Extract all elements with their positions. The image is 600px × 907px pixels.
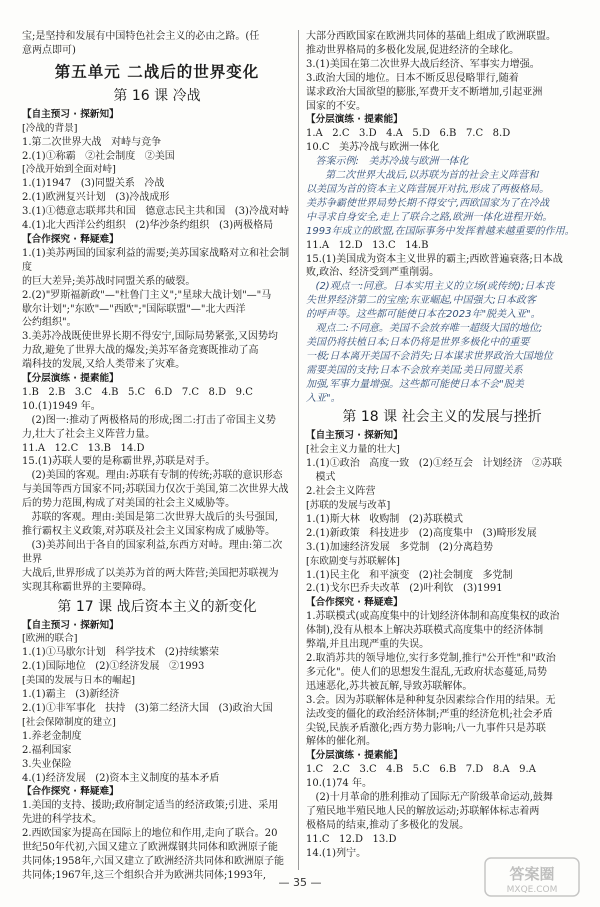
text-line: 模式: [306, 472, 336, 484]
subsection-label: [冷战开始到全面对峙]: [22, 164, 116, 176]
text-line: 4.(1)经济发展 (2)资本主义制度的基本矛盾: [22, 772, 220, 784]
text-line: 一极;日本离开美国不会消失;日本谋求世界政治大国地位: [306, 350, 553, 362]
text-line: 需要美国的支持;日本不会放弃美国;美日同盟关系: [306, 364, 523, 376]
text-line: 14.(1)列宁。: [306, 847, 367, 859]
text-line: 与美国等西方国家不同;苏联国力仅次于美国,第二次世界大战: [22, 484, 289, 496]
lesson-title: 第 18 课 社会主义的发展与挫折: [342, 409, 542, 426]
text-line: 第二次世界大战后,以苏联为首的社会主义阵营和: [306, 170, 539, 182]
text-line: 1.第二次世界大战 对峙与竞争: [22, 136, 162, 148]
page-number: — 35 —: [278, 876, 322, 889]
text-line: 15.(1)美国成为资本主义世界的霸主;西欧普遍衰落;日本战: [306, 253, 563, 265]
text-line: 极格局的结束,推动了多极化的发展。: [306, 819, 470, 831]
text-line: 3.政治大国的地位。日本不断反思侵略罪行,随着: [306, 72, 519, 84]
text-line: 推动世界格局的多极化发展,促进经济的全球化。: [306, 44, 520, 56]
text-line: 1.(1)1947 (3)同盟关系 冷战: [22, 178, 165, 190]
lesson-title: 第 17 课 战后资本主义的新变化: [57, 598, 257, 615]
section-heading: 【自主预习 · 探新知】: [22, 619, 119, 631]
text-line: 1.养老金制度: [22, 730, 82, 742]
section-heading: 【分层演练 · 提素能】: [22, 373, 119, 385]
text-line: 共同体;1967年,这三个组织合并为欧洲共同体;1993年,: [22, 869, 266, 881]
text-line: 3.(1)加速经济发展 多党制 (2)分离趋势: [306, 541, 493, 553]
section-heading: 【自主预习 · 探新知】: [22, 108, 119, 120]
text-line: 3.美苏冷战既使世界长期不得安宁,国际局势紧张,又因势均: [22, 331, 278, 343]
text-line: 3.失业保险: [22, 758, 72, 770]
text-line: 2.(1)欧洲复兴计划 (3)冷战成形: [22, 192, 170, 204]
text-line: 1.苏联模式(或高度集中的计划经济体制和高度集权的政治: [306, 611, 560, 623]
text-line: 2.取消苏共的领导地位,实行多党制,推行"公开性"和"政治: [306, 652, 556, 664]
subsection-label: [东欧剧变与苏联解体]: [306, 555, 400, 567]
text-line: 2.(1)新政策 科技进步 (2)高度集中 (3)畸形发展: [306, 527, 537, 539]
text-line: (2)观点一:同意。日本实用主义的立场(或传统);日本丧: [306, 281, 555, 293]
text-line: 了殖民地半殖民地人民的解放运动;苏联解体标志着两: [306, 805, 540, 817]
text-line: 1.(1)斯大林 收购制 (2)苏联模式: [306, 513, 463, 525]
text-line: 1.美国的支持、援助;政府制定适当的经济政策;引进、采用: [22, 800, 279, 812]
text-line: 尖锐,民族矛盾激化;西方势力影响;八一九事件只是苏联: [306, 722, 546, 734]
text-line: 1.C 2.C 3.C 4.B 5.C 6.B 7.D 8.A 9.A: [306, 764, 536, 776]
text-line: 1.B 2.B 3.C 4.B 5.C 6.D 7.C 8.D 9.C: [22, 386, 253, 398]
text-line: 力敌,避免了世界大战的爆发;美苏军备竞赛既推动了高: [22, 345, 259, 357]
text-line: 大部分西欧国家在欧洲共同体的基础上组成了欧洲联盟。: [306, 31, 556, 42]
text-line: 入亚"。: [306, 392, 341, 404]
text-line: 3.(1)①德意志联邦共和国 德意志民主共和国 (3)冷战对峙: [22, 206, 289, 218]
text-line: 世纪50年代初,六国又建立了欧洲煤钢共同体和欧洲原子能: [22, 842, 278, 854]
text-line: 3.(1)美国在第二次世界大战后经济、军事实力增强。: [306, 58, 540, 70]
section-heading: 【合作探究 · 释疑难】: [306, 597, 403, 609]
text-line: 多元化"。使人们的思想发生混乱,无政府状态蔓延,局势: [306, 666, 547, 678]
subsection-label: [社会主义力量的壮大]: [306, 444, 400, 456]
text-line: 1.(1)霸主 (3)新经济: [22, 689, 120, 701]
text-line: 2.(2)"罗斯福新政"—"杜鲁门主义";"星球大战计划"—"马: [22, 289, 272, 301]
text-line: 1.(1)①马歇尔计划 科学技术 (2)持续繁荣: [22, 647, 219, 659]
text-line: 15.(1)苏联人要的是称霸世界,苏联是对手。: [22, 456, 216, 468]
section-heading: 【分层演练 · 提素能】: [306, 114, 403, 126]
text-line: 国家的不安。: [306, 100, 366, 112]
subsection-label: [苏联的发展与改革]: [306, 500, 391, 511]
text-line: 美国仍将扶植日本;日本仍将是世界多极化中的重要: [306, 336, 530, 348]
right-column: [306, 30, 578, 861]
lesson-title: 第 16 课 冷战: [113, 87, 201, 104]
text-line: 3.会。因为苏联解体是种种复杂因素综合作用的结果。无: [306, 694, 556, 706]
text-line: 弊端,并且出现严重的失误。: [306, 639, 430, 651]
text-line: 2.(1)①称霸 ②社会制度 ②美国: [22, 150, 175, 162]
text-line: 1.(1)民主化 和平演变 (2)社会制度 多党制: [306, 569, 513, 581]
text-line: 美苏争霸使世界局势长期不得安宁,西欧国家为了在冷战: [306, 197, 550, 209]
section-heading: 【合作探究 · 释疑难】: [22, 233, 119, 245]
text-line: 2.(1)戈尔巴乔夫改革 (2)叶利钦 (3)1991: [306, 583, 503, 595]
text-line: 中寻求自身安全,走上了联合之路,欧洲一体化进程开始。: [306, 211, 553, 223]
subsection-label: [美国的发展与日本的崛起]: [22, 675, 136, 687]
text-line: 2.西欧国家为提高在国际上的地位和作用,走向了联合。20: [22, 828, 278, 840]
watermark-logo: [484, 857, 580, 897]
text-line: (2)十月革命的胜利推动了国际无产阶级革命运动,鼓舞: [306, 792, 553, 804]
text-line: 2.福利国家: [22, 744, 72, 756]
text-line: 答案示例: 美苏冷战与欧洲一体化: [306, 156, 469, 168]
text-line: 推行霸权主义政策,对苏联及社会主义国家构成了威胁等。: [22, 526, 276, 537]
text-line: 意两点即可): [22, 44, 76, 56]
text-line: 2.社会主义阵营: [306, 486, 376, 498]
watermark-line2: MXQE.COM: [506, 885, 558, 895]
text-line: 11.C 12.D 13.D: [306, 833, 397, 845]
text-line: 法改变的僵化的政治经济体制;严重的经济危机;社会矛盾: [306, 708, 553, 720]
text-line: 败,政治、经济受到严重削弱。: [306, 267, 440, 279]
column-divider: [298, 30, 299, 870]
text-line: 10.(1)74 年。: [306, 778, 372, 790]
text-line: 2.(1)国际地位 (2)①经济发展 ②1993: [22, 661, 205, 673]
text-line: 端科技的发展,又给人类带来了灾难。: [22, 359, 186, 371]
text-line: (2)美国的客观。理由:苏联有专制的传统;苏联的意识形态: [22, 470, 283, 482]
text-line: (3)美苏间出于各自的国家利益,东西方对峙。理由:第二次世界: [22, 539, 283, 565]
section-heading: 【分层演练 · 提素能】: [306, 750, 403, 762]
text-line: 4.(1)北大西洋公约组织 (2)华沙条约组织 (3)两极格局: [22, 220, 274, 232]
text-line: 1993年成立的欧盟,在国际事务中发挥着越来越重要的作用。: [306, 225, 575, 237]
text-line: 失世界经济第二的宝座;东亚崛起,中国强大;日本政客: [306, 295, 536, 307]
text-line: 1.(1)美苏两国的国家利益的需要;美苏国家战略对立和社会制度: [22, 247, 290, 273]
text-line: 共同体;1958年,六国又建立了欧洲经济共同体和欧洲原子能: [22, 855, 284, 867]
text-line: 实现其称霸世界的主要障碍。: [22, 581, 152, 593]
text-line: 1.(1)①政治 高度一致 (2)①经互会 计划经济 ②苏联: [306, 458, 563, 470]
text-line: 的呼声等。这些都可能使日本在2023年"脱美入亚"。: [306, 309, 541, 321]
text-line: 公约组织"。: [22, 317, 77, 329]
text-line: (2)图一:推动了两极格局的形成;图二:打击了帝国主义势: [22, 414, 276, 426]
unit-title: 第五单元 二战后的世界变化: [54, 62, 260, 81]
section-heading: 【自主预习 · 探新知】: [306, 430, 403, 442]
watermark-line1: 答案圈: [509, 865, 555, 883]
text-line: 歇尔计划";"东欧"—"西欧";"国际联盟"—"北大西洋: [22, 303, 246, 315]
text-line: 苏联的客观。理由:美国是第二次世界大战后的头号强国,: [22, 512, 279, 524]
subsection-label: [冷战的背景]: [22, 122, 78, 134]
text-line: 力,壮大了社会主义阵营力量。: [22, 428, 156, 440]
text-line: 宝;是坚持和发展有中国特色社会主义的必由之路。(任: [22, 31, 260, 42]
text-line: 观点二:不同意。美国不会放弃唯一超级大国的地位;: [306, 323, 543, 335]
text-line: 的巨大差异;美苏战时同盟关系的破裂。: [22, 275, 196, 287]
section-heading: 【合作探究 · 释疑难】: [22, 786, 119, 798]
text-line: 11.A 12.D 13.C 14.B: [306, 239, 429, 251]
text-line: 以美国为首的资本主义阵营展开对抗,形成了两极格局。: [306, 183, 550, 195]
subsection-label: [欧洲的联合]: [22, 633, 78, 645]
text-line: 11.A 12.C 13.B 14.D: [22, 442, 145, 454]
text-line: 迅速恶化,苏共被瓦解,导致苏联解体。: [306, 680, 473, 692]
text-line: 加强,军事力量增强。这些都可能使日本不会"脱美: [306, 378, 524, 390]
text-line: 先进的科学技术。: [22, 814, 102, 826]
text-line: 大战后,世界形成了以美苏为首的两大阵营;美国把苏联视为: [22, 567, 279, 579]
text-line: 1.A 2.C 3.D 4.A 5.D 6.B 7.C 8.D: [306, 128, 511, 140]
subsection-label: [社会保障制度的建立]: [22, 716, 116, 728]
text-line: 谋求政治大国欲望的膨胀,军费开支不断增加,引起亚洲: [306, 86, 543, 98]
text-line: 10.(1)1949 年。: [22, 400, 101, 412]
text-line: 10.C 美苏冷战与欧洲一体化: [306, 142, 440, 154]
text-line: 后的势力范围,构成了对美国的社会主义威胁等。: [22, 498, 236, 510]
text-line: 2.(1)①非军事化 扶持 (3)第二经济大国 (3)政治大国: [22, 702, 273, 714]
text-line: 解体的催化剂。: [306, 736, 376, 748]
left-column: [22, 30, 292, 883]
text-line: 体制),没有从根本上解决苏联模式高度集中的经济体制: [306, 625, 544, 637]
